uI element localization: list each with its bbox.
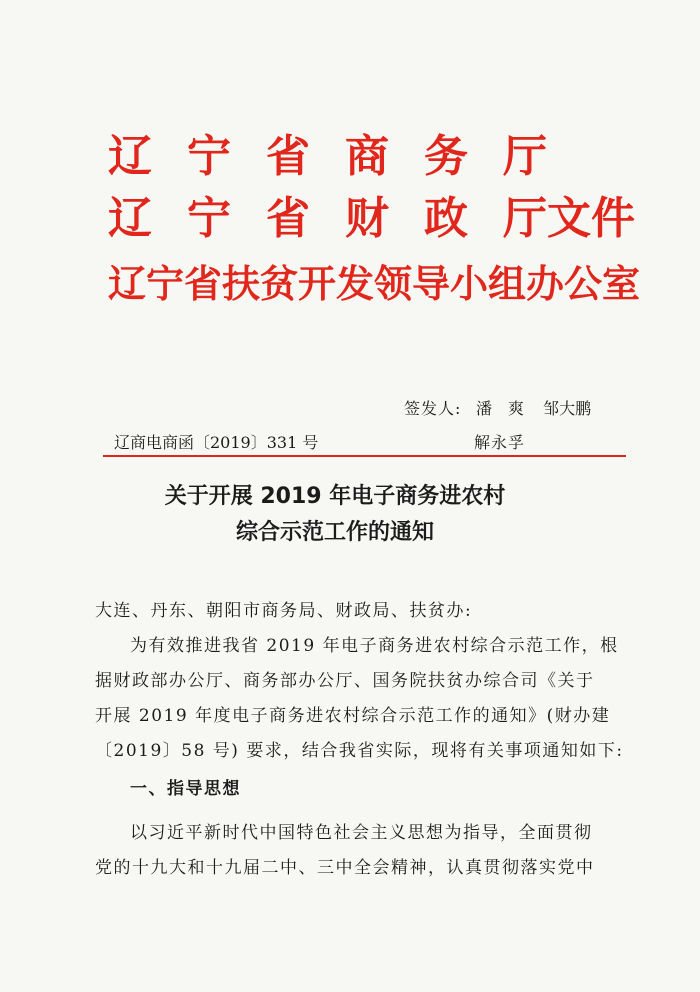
paragraph-line: 据财政部办公厅、商务部办公厅、国务院扶贫办综合司《关于 (95, 671, 595, 691)
paragraph-line: 党的十九大和十九届二中、三中全会精神，认真贯彻落实党中 (95, 858, 595, 878)
red-divider-line (103, 455, 626, 457)
document-number: 辽商电商函〔2019〕331 号 (114, 433, 319, 452)
issuing-agency-finance-name: 辽宁省财政 (108, 193, 503, 244)
issuing-agency-poverty-office: 辽宁省扶贫开发领导小组办公室 (108, 262, 641, 306)
document-title-line-1: 关于开展 2019 年电子商务进农村 (164, 484, 506, 509)
paragraph-line: 以习近平新时代中国特色社会主义思想为指导，全面贯彻 (130, 823, 593, 843)
signer-name: 邹大鹏 (543, 399, 592, 418)
paragraph-line: 开展 2019 年度电子商务进农村综合示范工作的通知》(财办建 (95, 706, 611, 726)
salutation: 大连、丹东、朝阳市商务局、财政局、扶贫办: (95, 601, 473, 621)
issuing-agency-finance (108, 190, 635, 248)
section-heading: 一、指导思想 (130, 779, 241, 799)
signer-name: 潘 爽 (476, 399, 525, 418)
signer-names (476, 396, 605, 419)
paragraph-line: 为有效推进我省 2019 年电子商务进农村综合示范工作，根 (130, 636, 619, 656)
issuing-agency-commerce: 辽宁省商务厅 (108, 131, 582, 182)
document-type-label: 厅文件 (503, 193, 635, 244)
signer-name: 解永孚 (474, 433, 526, 452)
paragraph-line: 〔2019〕58 号) 要求，结合我省实际，现将有关事项通知如下: (95, 741, 624, 761)
signer-label: 签发人: (404, 399, 462, 418)
document-title-line-2: 综合示范工作的通知 (235, 520, 434, 545)
